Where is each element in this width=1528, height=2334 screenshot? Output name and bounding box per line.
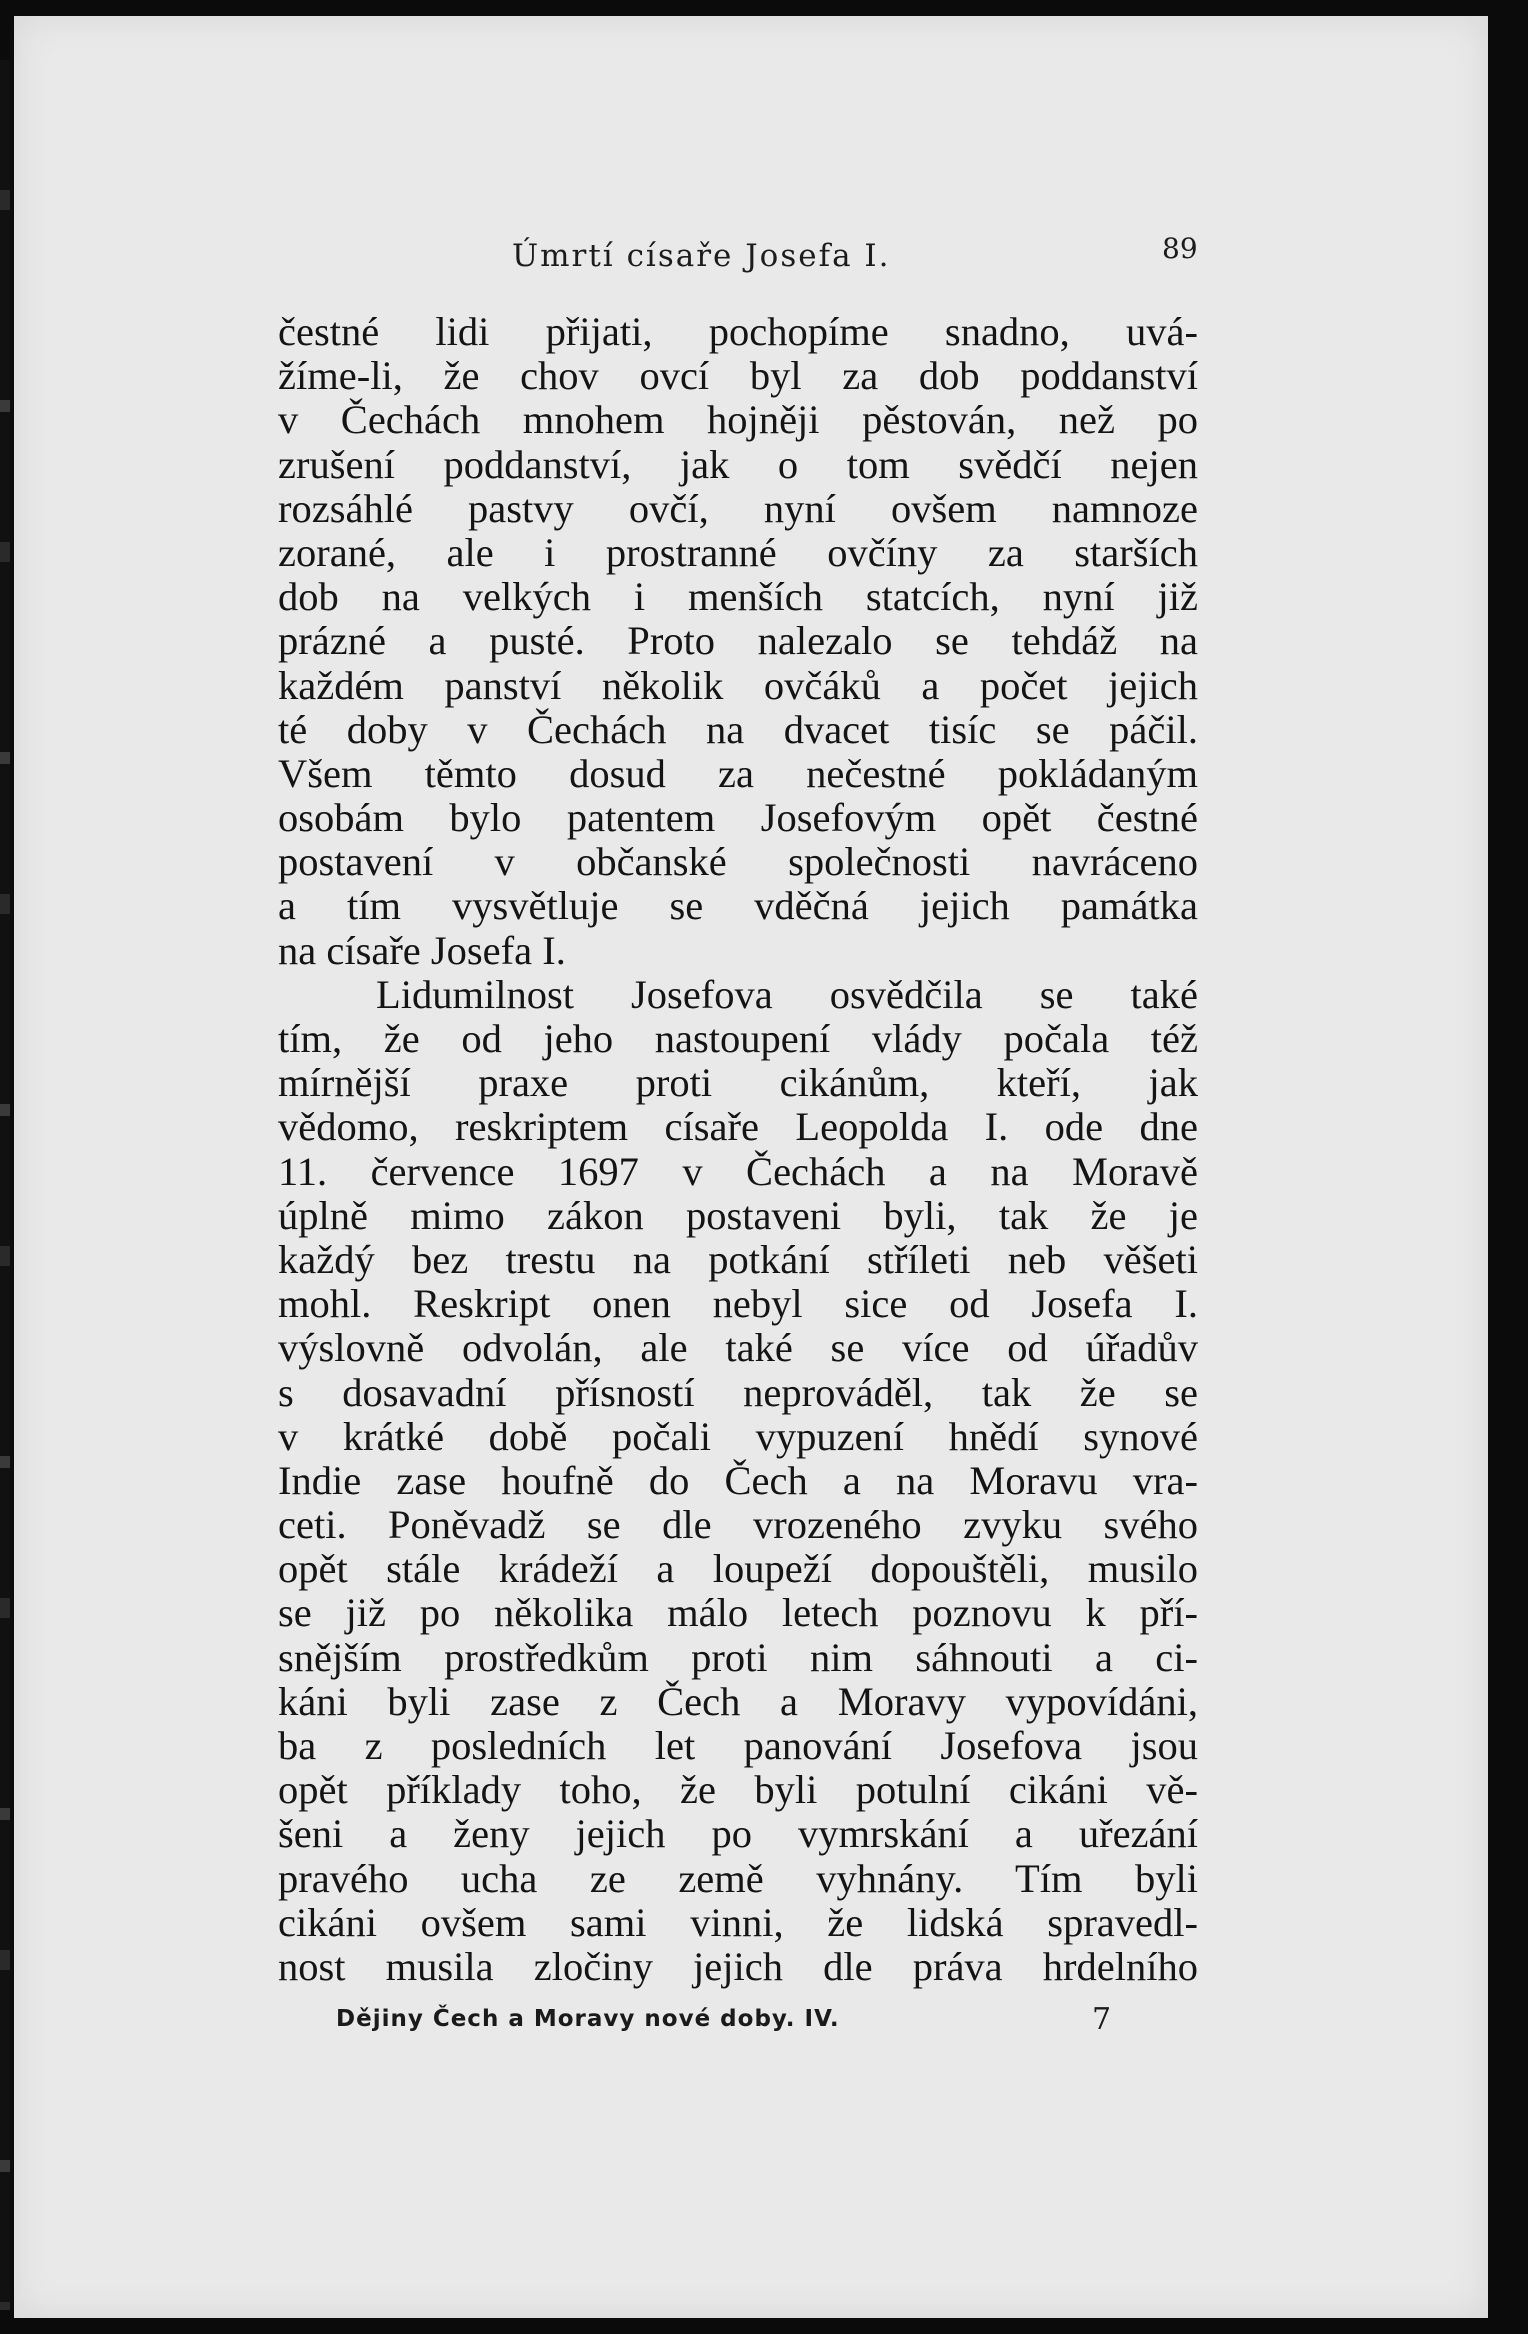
text-line: té doby v Čechách na dvacet tisíc se páčil.	[278, 706, 1198, 752]
text-line: vědomo, reskriptem císaře Leopolda I. ode dne	[278, 1104, 1198, 1150]
text-line: 11. července 1697 v Čechách a na Moravě	[278, 1148, 1198, 1194]
text-line: se již po několika málo letech poznovu k pří-	[278, 1590, 1198, 1636]
text-line: čestné lidi přijati, pochopíme snadno, uvá-	[278, 309, 1198, 354]
scan-right-margin	[1488, 0, 1528, 2334]
text-line: v Čechách mnohem hojněji pěstován, než po	[278, 397, 1198, 443]
text-line: zorané, ale i prostranné ovčíny za starších	[278, 529, 1198, 575]
text-line: v krátké době počali vypuzení hnědí synové	[278, 1413, 1198, 1459]
text-line: prázné a pusté. Proto nalezalo se tehdáž na	[278, 618, 1198, 664]
text-line: ceti. Poněvadž se dle vrozeného zvyku svého	[278, 1502, 1198, 1548]
body-text	[278, 310, 1198, 1989]
text-line: žíme-li, že chov ovcí byl za dob poddanství	[278, 353, 1198, 399]
text-line: s dosavadní přísností neprováděl, tak že se	[278, 1369, 1198, 1415]
text-line: dob na velkých i menších statcích, nyní již	[278, 574, 1198, 620]
text-line: každém panství několik ovčáků a počet jejich	[278, 662, 1198, 708]
text-line: snějším prostředkům proti nim sáhnouti a ci-	[278, 1634, 1198, 1680]
paragraph-end-line: na císaře Josefa I.	[278, 927, 566, 973]
book-binding-edge	[0, 60, 10, 2310]
paragraph-start-line: Lidumilnost Josefova osvědčila se také	[376, 971, 1198, 1017]
text-line: Všem těmto dosud za nečestné pokládaným	[278, 750, 1198, 796]
text-line: šeni a ženy jejich po vymrskání a uřezání	[278, 1811, 1198, 1857]
text-line: cikáni ovšem sami vinni, že lidská spravedl-	[278, 1899, 1198, 1945]
text-line: mírnější praxe proti cikánům, kteří, jak	[278, 1060, 1198, 1106]
chapter-title: Úmrtí císaře Josefa I.	[512, 238, 891, 274]
text-line: každý bez trestu na potkání stříleti neb věšeti	[278, 1236, 1198, 1282]
text-line: Indie zase houfně do Čech a na Moravu vra-	[278, 1457, 1198, 1503]
text-line: tím, že od jeho nastoupení vlády počala též	[278, 1016, 1198, 1061]
text-line: osobám bylo patentem Josefovým opět čestné	[278, 795, 1198, 841]
text-line: výslovně odvolán, ale také se více od úřadův	[278, 1325, 1198, 1371]
text-line: opět stále krádeží a loupeží dopouštěli, musilo	[278, 1546, 1198, 1592]
signature-mark: 7	[1092, 2002, 1112, 2037]
text-line: zrušení poddanství, jak o tom svědčí nejen	[278, 441, 1198, 487]
text-line: ba z posledních let panování Josefova jsou	[278, 1723, 1198, 1768]
text-line: rozsáhlé pastvy ovčí, nyní ovšem namnoze	[278, 485, 1198, 531]
book-title-footer: Dějiny Čech a Moravy nové doby. IV.	[336, 2006, 840, 2032]
text-line: mohl. Reskript onen nebyl sice od Josefa I.	[278, 1281, 1198, 1327]
text-line: úplně mimo zákon postaveni byli, tak že je	[278, 1192, 1198, 1238]
text-line: opět příklady toho, že byli potulní cikáni vě-	[278, 1767, 1198, 1813]
text-line: postavení v občanské společnosti navráceno	[278, 839, 1198, 885]
text-line: pravého ucha ze země vyhnány. Tím byli	[278, 1855, 1198, 1901]
text-line: a tím vysvětluje se vděčná jejich památka	[278, 883, 1198, 929]
text-line: nost musila zločiny jejich dle práva hrdelního	[278, 1943, 1198, 1989]
running-head	[0, 232, 1528, 278]
text-line: káni byli zase z Čech a Moravy vypovídáni,	[278, 1678, 1198, 1724]
page-number: 89	[1162, 232, 1198, 265]
page-footer	[0, 2002, 1528, 2046]
